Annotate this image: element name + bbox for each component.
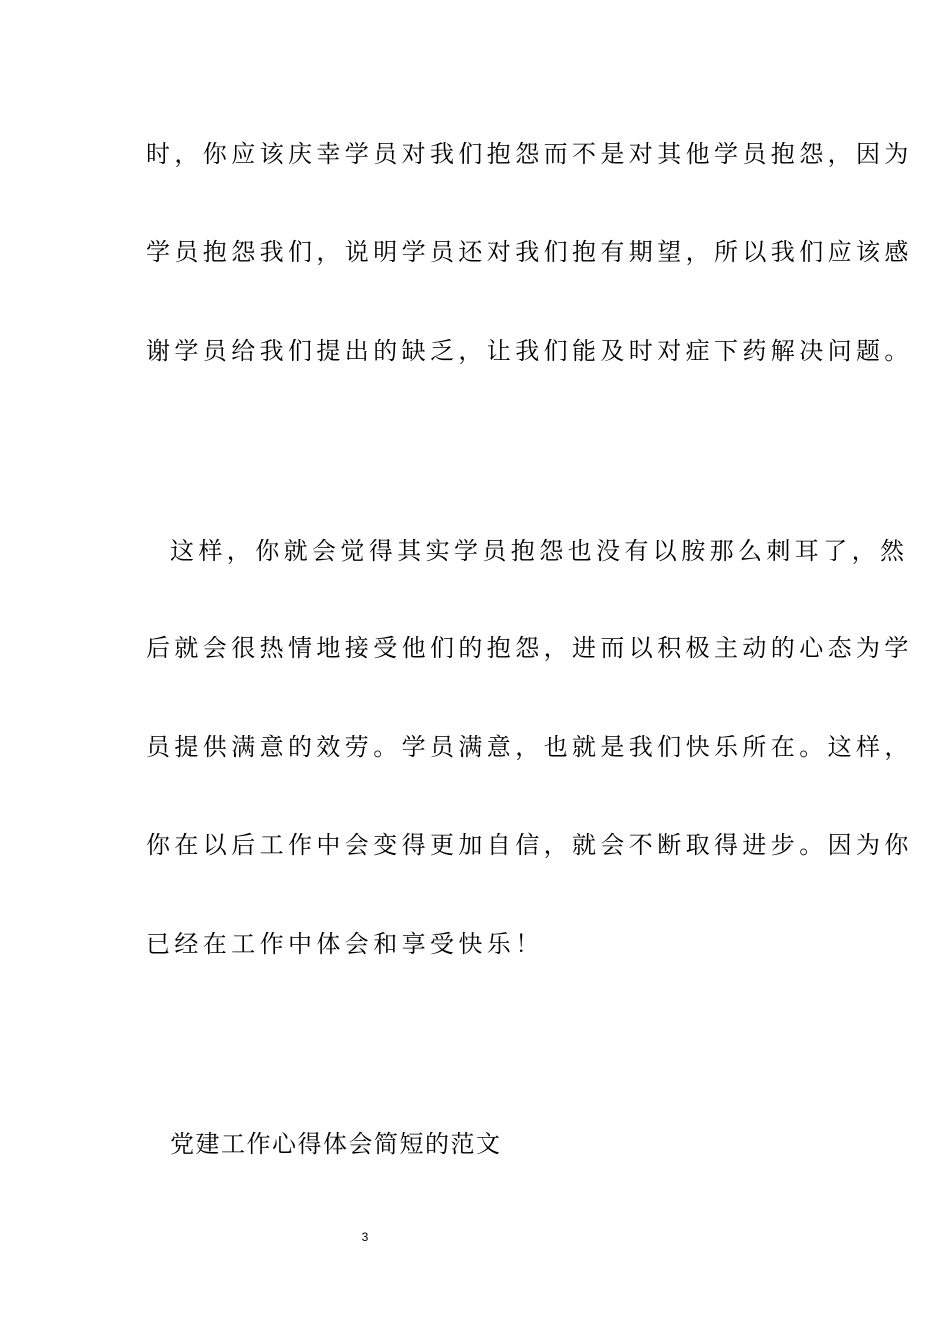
paragraph-2-line-2: 后就会很热情地接受他们的抱怨，进而以积极主动的心态为学 — [146, 634, 913, 662]
paragraph-2-line-5: 已经在工作中体会和享受快乐！ — [146, 930, 544, 958]
paragraph-1-line-1: 时，你应该庆幸学员对我们抱怨而不是对其他学员抱怨，因为 — [146, 140, 913, 168]
page-number: 3 — [361, 1230, 369, 1244]
paragraph-2-line-1: 这样，你就会觉得其实学员抱怨也没有以胺那么刺耳了，然 — [170, 537, 909, 565]
paragraph-1-line-3: 谢学员给我们提出的缺乏，让我们能及时对症下药解决问题。 — [146, 337, 913, 365]
paragraph-1-line-2: 学员抱怨我们，说明学员还对我们抱有期望，所以我们应该感 — [146, 238, 913, 266]
section-heading: 党建工作心得体会简短的范文 — [170, 1130, 502, 1158]
paragraph-2-line-4: 你在以后工作中会变得更加自信，就会不断取得进步。因为你 — [146, 831, 913, 859]
paragraph-2-line-3: 员提供满意的效劳。学员满意，也就是我们快乐所在。这样， — [146, 733, 913, 761]
